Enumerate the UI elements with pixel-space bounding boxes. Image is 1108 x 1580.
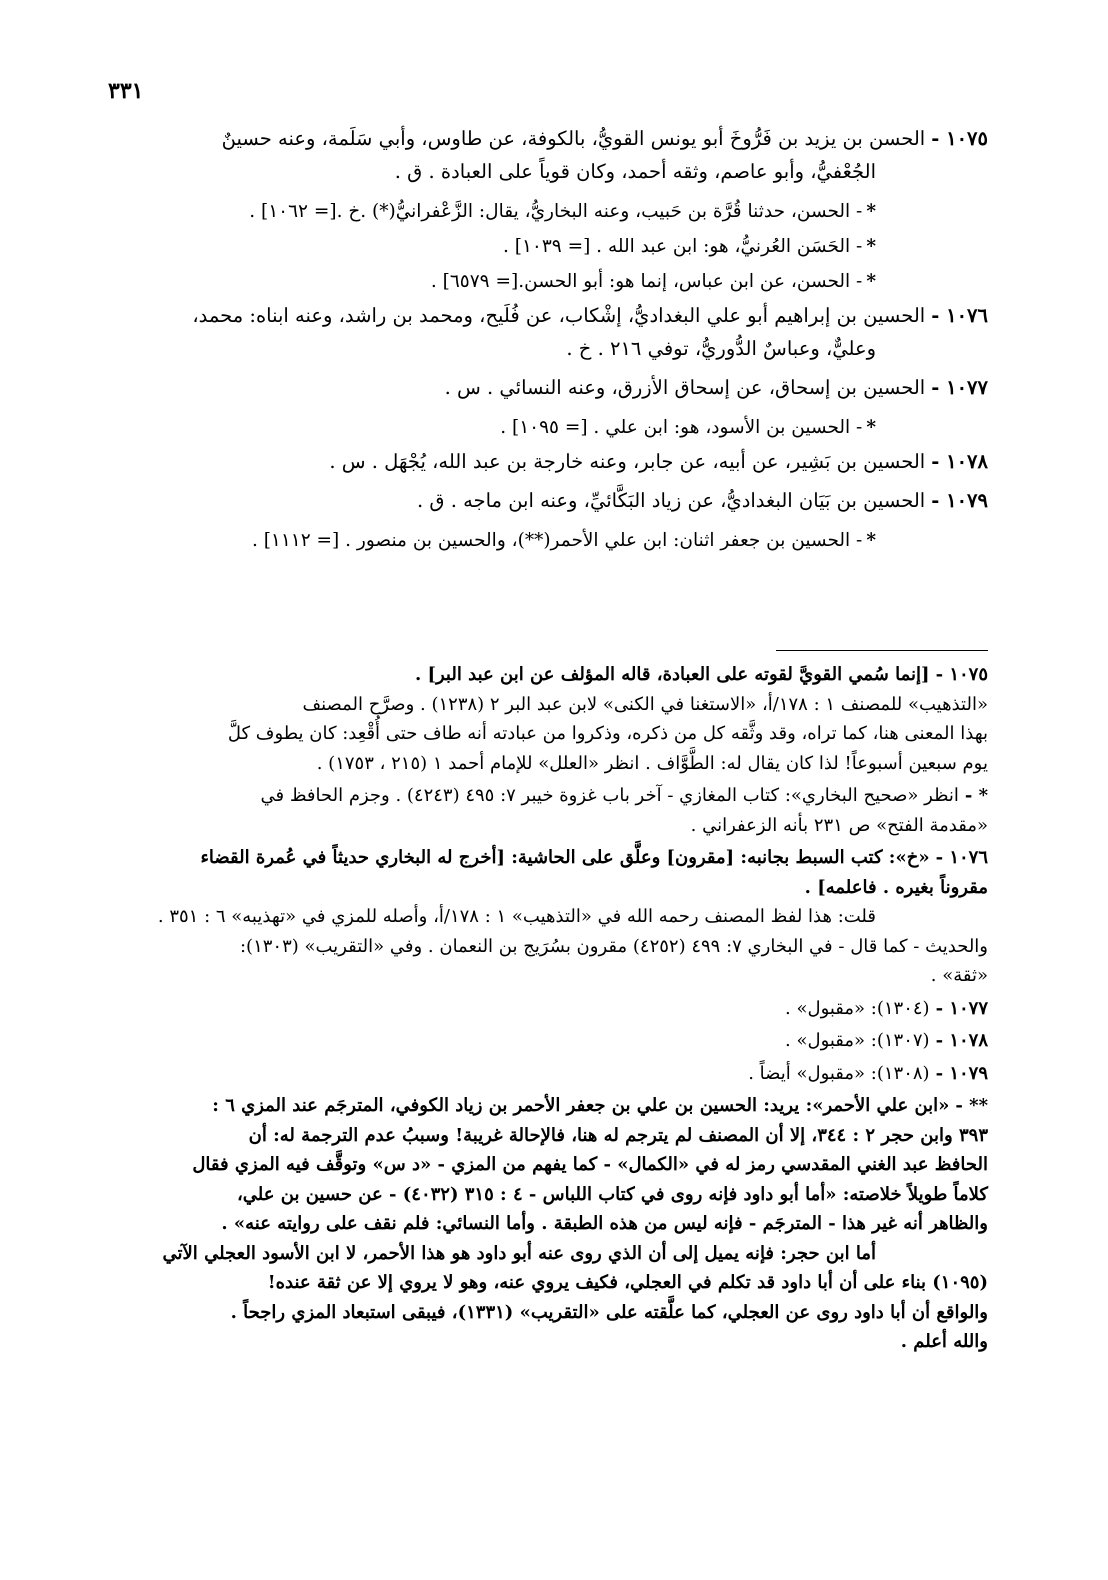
footnote <box>128 781 988 840</box>
footnote-line: مقروناً بغيره . فاعلمه] . <box>804 876 988 898</box>
footnote-line: ٣٩٣ وابن حجر ٢ : ٣٤٤، إلا أن المصنف لم يترجم له هنا، فالإحالة غريبة! وسببُ عدم الترجمة له: أن <box>248 1124 988 1146</box>
footnote-number: ١٠٧٥ - <box>935 664 988 685</box>
cross-reference <box>128 523 988 558</box>
footnote-line: والظاهر أنه غير هذا - المترجَم - فإنه ليس من هذه الطبقة . وأما النسائي: فلم نقف على روايته عنه» . <box>221 1213 988 1234</box>
asterisk-marker: * <box>866 201 876 222</box>
entry-number: ١٠٧٥ - <box>931 127 988 150</box>
footnote-number: ** - <box>955 1095 988 1116</box>
page-number: ٣٣١ <box>108 78 144 104</box>
footnote <box>128 660 988 778</box>
footnote-text: انظر «صحيح البخاري»: كتاب المغازي - آخر باب غزوة خيبر ٧: ٤٩٥ (٤٢٤٣) . وجزم الحافظ في <box>260 785 959 806</box>
cross-reference-text: - الحَسَن العُرنيُّ، هو: ابن عبد الله . [= ١٠٣٩] . <box>502 236 863 257</box>
footnote-line: والحديث - كما قال - في البخاري ٧: ٤٩٩ (٤٢٥٢) مقرون بسُرَيج بن النعمان . وفي «التقريب» (١٣٠٣): <box>239 935 988 957</box>
footnote-line: بهذا المعنى هنا، كما تراه، وقد وثَّقه كل من ذكره، وذكروا من عبادته أنه طاف حتى أُقْعِد: كان يطوف كلَّ <box>227 723 988 744</box>
footnote-text: (١٣٠٨): «مقبول» أيضاً . <box>748 1062 930 1084</box>
footnote-number: ١٠٧٦ - <box>935 847 988 868</box>
cross-reference-text: - الحسين بن جعفر اثنان: ابن علي الأحمر(**)، والحسين بن منصور . [= ١١١٢] . <box>251 530 863 551</box>
entry-text: الحسين بن إبراهيم أبو علي البغداديُّ، إشْكاب، عن فُلَيح، ومحمد بن راشد، وعنه ابناه: محمد، <box>192 304 926 327</box>
footnote-line: (١٠٩٥) بناء على أن أبا داود قد تكلم في العجلي، فكيف يروي عنه، وهو لا يروي إلا عن ثقة عنده! <box>267 1272 988 1293</box>
main-entries <box>128 122 988 558</box>
cross-reference <box>128 410 988 445</box>
asterisk-marker: * <box>866 236 876 257</box>
cross-reference <box>128 229 988 264</box>
footnote-text: (١٣٠٧): «مقبول» . <box>785 1030 930 1051</box>
cross-reference <box>128 264 988 299</box>
asterisk-marker: * <box>866 271 876 292</box>
footnote-heading: «خ»: كتب السبط بجانبه: [مقرون] وعلَّق على الحاشية: [أخرج له البخاري حديثاً في عُمرة القضاء <box>200 847 930 868</box>
footnote-line: «ثقة» . <box>930 965 988 986</box>
footnote-line: «مقدمة الفتح» ص ٢٣١ بأنه الزعفراني . <box>690 814 988 836</box>
footnote-line: قلت: هذا لفظ المصنف رحمه الله في «التذهيب» ١ : ١٧٨/أ، وأصله للمزي في «تهذيبه» ٦ : ٣٥١ . <box>157 906 876 927</box>
entry-text: الحسين بن بَشِير، عن أبيه، عن جابر، وعنه خارجة بن عبد الله، يُجْهَل . س . <box>329 450 926 473</box>
footnote-number: * - <box>964 785 988 806</box>
entry-number: ١٠٧٧ - <box>931 376 988 399</box>
entry-number: ١٠٧٩ - <box>931 489 988 512</box>
entry-text: الجُعْفيُّ، وأبو عاصم، وثقه أحمد، وكان قوياً على العبادة . ق . <box>394 160 876 183</box>
cross-reference <box>128 194 988 229</box>
entry-text: الحسن بن يزيد بن فَرُّوخَ أبو يونس القويُّ، بالكوفة، عن طاوس، وأبي سَلَمة، وعنه حسينٌ <box>221 127 926 150</box>
footnote-text: (١٣٠٤): «مقبول» . <box>785 997 930 1019</box>
entry-text: الحسين بن إسحاق، عن إسحاق الأزرق، وعنه النسائي . س . <box>444 376 926 399</box>
footnote-line: «التذهيب» للمصنف ١ : ١٧٨/أ، «الاستغنا في الكنى» لابن عبد البر ٢ (١٢٣٨) . وصرَّح المصنف <box>302 693 988 715</box>
footnote <box>128 1059 988 1089</box>
cross-reference-text: - الحسن، عن ابن عباس، إنما هو: أبو الحسن.[= ٦٥٧٩] . <box>430 271 863 292</box>
footnotes <box>128 660 988 1360</box>
footnote-line: يوم سبعين أسبوعاً! لذا كان يقال له: الطَّوَّاف . انظر «العلل» للإمام أحمد ١ (٢١٥ ، ١٧٥٣) . <box>316 752 988 774</box>
entry-number: ١٠٧٨ - <box>931 450 988 473</box>
footnote-text: «ابن علي الأحمر»: يريد: الحسين بن علي بن جعفر الأحمر بن زياد الكوفي، المترجَم عند المزي ٦ : <box>212 1095 950 1116</box>
asterisk-marker: * <box>866 417 876 438</box>
asterisk-marker: * <box>866 530 876 551</box>
footnote-number: ١٠٧٨ - <box>935 1030 988 1051</box>
entry-text: وعليٌّ، وعباسٌ الدُّوريُّ، توفي ٢١٦ . خ . <box>566 337 876 360</box>
footnote <box>128 1091 988 1357</box>
footnote-line: أما ابن حجر: فإنه يميل إلى أن الذي روى عنه أبو داود هو هذا الأحمر، لا ابن الأسود العجلي الآتي <box>162 1242 876 1264</box>
footnote-line: الحافظ عبد الغني المقدسي رمز له في «الكمال» - كما يفهم من المزي - «د س» وتوقَّف فيه المزي فقال <box>192 1154 988 1175</box>
footnote-separator <box>776 650 988 651</box>
cross-reference-text: - الحسين بن الأسود، هو: ابن علي . [= ١٠٩٥] . <box>500 417 863 438</box>
footnote <box>128 843 988 991</box>
cross-reference-text: - الحسن، حدثنا قُرَّة بن حَبيب، وعنه البخاريُّ، يقال: الزَّعْفرانيُّ(*) .خ .[= ١٠٦٢] . <box>249 201 863 222</box>
biography-entry <box>128 371 988 404</box>
footnote-heading: [إنما سُمي القويَّ لقوته على العبادة، قاله المؤلف عن ابن عبد البر] . <box>414 664 930 685</box>
biography-entry <box>128 299 988 365</box>
footnote-line: والله أعلم . <box>900 1331 988 1352</box>
footnote-number: ١٠٧٩ - <box>935 1062 988 1084</box>
footnote <box>128 994 988 1024</box>
footnote-line: والواقع أن أبا داود روى عن العجلي، كما علَّقته على «التقريب» (١٣٣١)، فيبقى استبعاد المزي راجحاً . <box>230 1301 988 1323</box>
biography-entry <box>128 484 988 517</box>
footnote-line: كلاماً طويلاً خلاصته: «أما أبو داود فإنه روى في كتاب اللباس - ٤ : ٣١٥ (٤٠٣٢) - عن حسين بن علي، <box>236 1183 988 1205</box>
footnote-number: ١٠٧٧ - <box>935 997 988 1019</box>
footnote <box>128 1026 988 1056</box>
entry-number: ١٠٧٦ - <box>931 304 988 327</box>
entry-text: الحسين بن بَيَان البغداديُّ، عن زياد البَكَّائيِّ، وعنه ابن ماجه . ق . <box>416 489 926 512</box>
biography-entry <box>128 445 988 478</box>
biography-entry <box>128 122 988 188</box>
